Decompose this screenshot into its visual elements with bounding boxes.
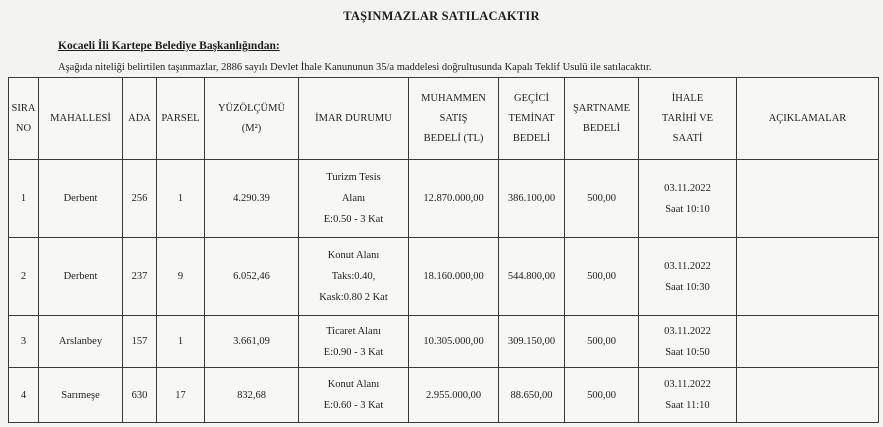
header-parsel: PARSEL	[157, 78, 205, 160]
cell-mahalle: Derbent	[39, 160, 123, 238]
header-muhammen-bedel	[409, 78, 499, 160]
cell-imar-line: Alanı	[341, 193, 366, 204]
cell-ada: 237	[123, 238, 157, 316]
cell-ihale	[639, 368, 737, 423]
cell-aciklama	[737, 238, 879, 316]
cell-mahalle: Derbent	[39, 238, 123, 316]
cell-imar	[299, 238, 409, 316]
cell-sira: 3	[9, 316, 39, 368]
cell-yuzolcumu: 4.290.39	[205, 160, 299, 238]
header-ihale-line3: SAATİ	[672, 132, 703, 144]
header-imar-durumu: İMAR DURUMU	[299, 78, 409, 160]
header-sira-no	[9, 78, 39, 160]
header-yuzolcumu	[205, 78, 299, 160]
header-aciklamalar: AÇIKLAMALAR	[737, 78, 879, 160]
cell-parsel: 1	[157, 160, 205, 238]
table-row	[9, 160, 879, 238]
cell-gecici: 88.650,00	[499, 368, 565, 423]
cell-ihale-time: Saat 10:10	[665, 203, 710, 215]
cell-imar	[299, 160, 409, 238]
cell-muhammen: 10.305.000,00	[409, 316, 499, 368]
table-row	[9, 238, 879, 316]
table-header-row	[9, 78, 879, 160]
cell-parsel: 17	[157, 368, 205, 423]
header-ada: ADA	[123, 78, 157, 160]
cell-sartname: 500,00	[565, 316, 639, 368]
cell-ihale	[639, 238, 737, 316]
cell-sira: 1	[9, 160, 39, 238]
cell-imar-line: Kask:0.80 2 Kat	[319, 292, 388, 303]
header-sartname-bedeli	[565, 78, 639, 160]
header-gecici-teminat	[499, 78, 565, 160]
cell-imar-line: Konut Alanı	[327, 250, 380, 261]
cell-ihale-date: 03.11.2022	[664, 260, 711, 272]
cell-aciklama	[737, 368, 879, 423]
cell-ihale-time: Saat 10:30	[665, 281, 710, 293]
header-no-line: NO	[15, 122, 32, 134]
cell-sartname: 500,00	[565, 238, 639, 316]
intro-paragraph: Aşağıda niteliği belirtilen taşınmazlar, 2886 sayılı Devlet İhale Kanununun 35/a maddelesi doğrultusunda Kapalı Teklif Usulü ile satılacaktır.	[58, 62, 652, 73]
table-row	[9, 316, 879, 368]
cell-muhammen: 12.870.000,00	[409, 160, 499, 238]
header-yuzolcumu-unit: (M²)	[241, 122, 262, 134]
cell-imar-line: E:0.50 - 3 Kat	[323, 214, 384, 225]
cell-sira: 2	[9, 238, 39, 316]
header-gecici-line3: BEDELİ	[512, 132, 551, 144]
cell-yuzolcumu: 6.052,46	[205, 238, 299, 316]
table-row	[9, 368, 879, 423]
cell-gecici: 544.800,00	[499, 238, 565, 316]
header-mahallesi: MAHALLESİ	[39, 78, 123, 160]
cell-mahalle: Arslanbey	[39, 316, 123, 368]
cell-imar-line: Taks:0.40,	[331, 271, 376, 282]
header-sira-line: SIRA	[11, 102, 36, 114]
cell-parsel: 9	[157, 238, 205, 316]
property-sale-table	[8, 77, 879, 423]
cell-ihale-time: Saat 10:50	[665, 346, 710, 358]
header-yuzolcumu-line: YÜZÖLÇÜMÜ	[217, 102, 286, 114]
cell-parsel: 1	[157, 316, 205, 368]
cell-sartname: 500,00	[565, 368, 639, 423]
header-gecici-line1: GEÇİCİ	[514, 92, 549, 104]
cell-gecici: 386.100,00	[499, 160, 565, 238]
cell-imar-line: E:0.90 - 3 Kat	[323, 346, 384, 358]
header-sartname-line2: BEDELİ	[582, 122, 621, 134]
cell-ihale-date: 03.11.2022	[664, 379, 711, 390]
header-ihale-tarihi	[639, 78, 737, 160]
header-ihale-line1: İHALE	[671, 92, 704, 104]
cell-aciklama	[737, 160, 879, 238]
cell-ihale-time: Saat 11:10	[665, 400, 710, 411]
cell-imar-line: E:0.60 - 3 Kat	[323, 400, 384, 411]
cell-gecici: 309.150,00	[499, 316, 565, 368]
header-gecici-line2: TEMİNAT	[508, 112, 555, 124]
header-muhammen-line2: SATIŞ	[439, 112, 468, 124]
cell-ihale	[639, 316, 737, 368]
cell-ihale-date: 03.11.2022	[664, 182, 711, 194]
cell-sartname: 500,00	[565, 160, 639, 238]
cell-sira: 4	[9, 368, 39, 423]
cell-aciklama	[737, 316, 879, 368]
cell-imar	[299, 316, 409, 368]
cell-ada: 630	[123, 368, 157, 423]
header-muhammen-line1: MUHAMMEN	[421, 92, 486, 104]
cell-imar-line: Ticaret Alanı	[326, 325, 381, 337]
cell-imar	[299, 368, 409, 423]
cell-ihale	[639, 160, 737, 238]
cell-muhammen: 2.955.000,00	[409, 368, 499, 423]
cell-mahalle: Sarımeşe	[39, 368, 123, 423]
document-title: TAŞINMAZLAR SATILACAKTIR	[343, 9, 540, 23]
cell-ihale-date: 03.11.2022	[664, 325, 711, 337]
cell-imar-line: Konut Alanı	[327, 379, 380, 390]
cell-ada: 256	[123, 160, 157, 238]
cell-yuzolcumu: 832,68	[205, 368, 299, 423]
cell-ada: 157	[123, 316, 157, 368]
cell-muhammen: 18.160.000,00	[409, 238, 499, 316]
header-ihale-line2: TARİHİ VE	[661, 112, 714, 124]
header-sartname-line1: ŞARTNAME	[572, 102, 631, 114]
cell-imar-line: Turizm Tesis	[326, 172, 381, 183]
authority-heading: Kocaeli İli Kartepe Belediye Başkanlığından:	[58, 40, 280, 52]
header-muhammen-line3: BEDELİ (TL)	[423, 132, 484, 144]
cell-yuzolcumu: 3.661,09	[205, 316, 299, 368]
